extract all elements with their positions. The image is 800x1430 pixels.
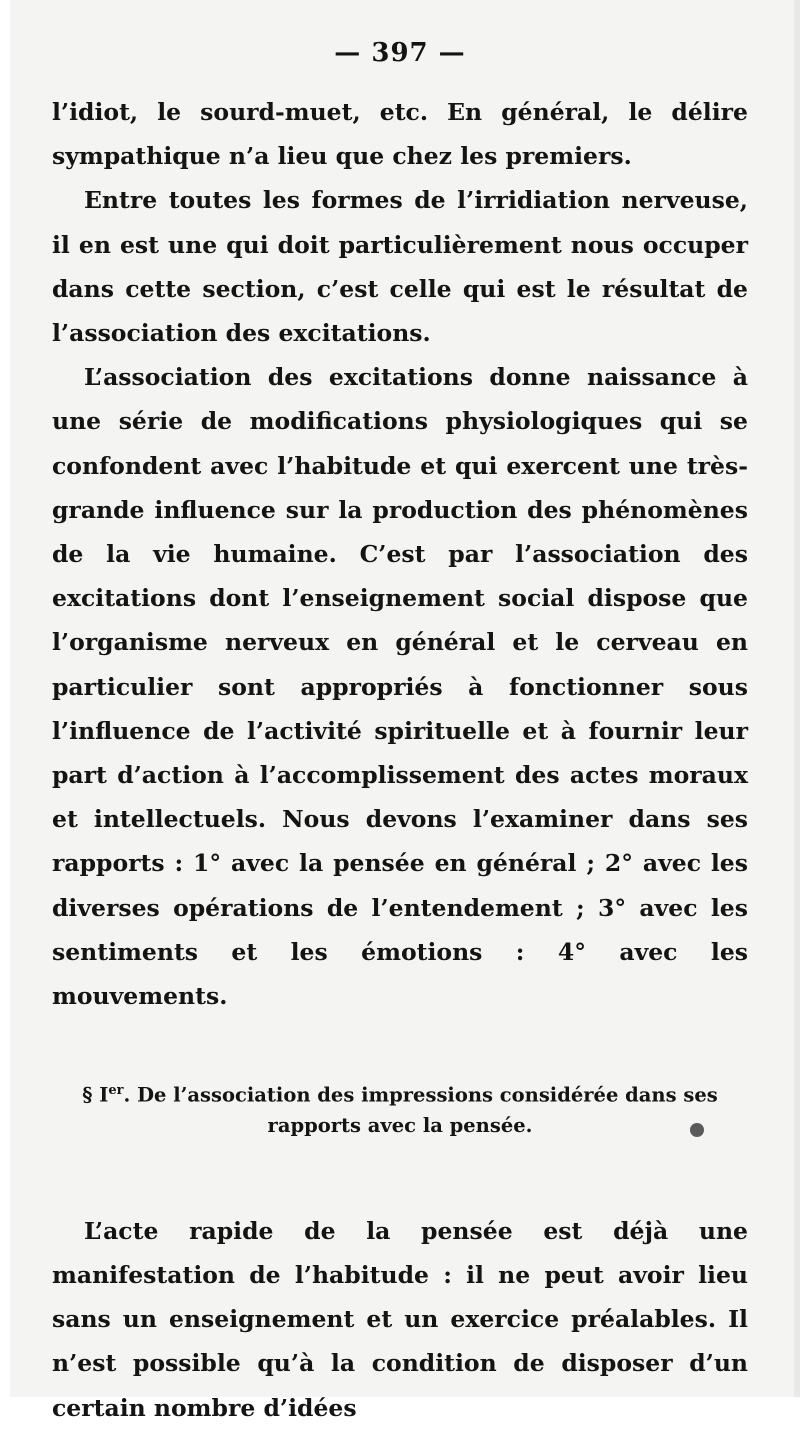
page-number: — 397 — (334, 38, 466, 68)
section-mark: § I (82, 1083, 109, 1107)
paragraph-association: L’association des excitations donne naissance à une série de modifications physiologiques qui se confondent avec l’habitude et qui exercent une très-grande influence sur la production des phénomènes de la vie humaine. C’est par l’association des excitations dont l’enseignement social dispose que l’organisme nerveux en général et le cerveau en particulier sont appropriés à fonctionner sous l’influence de l’activité spirituelle et à fournir leur part d’action à l’accomplissement des actes moraux et intellectuels. Nous devons l’examiner dans ses rapports : 1° avec la pensée en général ; 2° avec les diverses opérations de l’entendement ; 3° avec les sentiments et les émotions : 4° avec les mouvements. (52, 363, 748, 1011)
section-spacer (52, 1141, 748, 1209)
paragraph-thought-habit: L’acte rapide de la pensée est déjà une manifestation de l’habitude : il ne peut avoir lieu sans un enseignement et un exercice préalables. Il n’est possible qu’à la condition de disposer d’un certain nombre d’idées (52, 1216, 748, 1422)
section-mark-superscript: er (108, 1083, 124, 1099)
paragraph-irradiation: Entre toutes les formes de l’irridiation nerveuse, il en est une qui doit particulièrement nous occuper dans cette section, c’est celle qui est le résultat de l’association des excitations. (52, 186, 748, 348)
ink-dot-mark (690, 1123, 704, 1137)
paragraph-continuation: l’idiot, le sourd-muet, etc. En général, le délire sympathique n’a lieu que chez les premiers. (52, 98, 748, 171)
section-heading (52, 1076, 748, 1141)
section-title: . De l’association des impressions considérée dans ses rapports avec la pensée. (123, 1083, 718, 1137)
